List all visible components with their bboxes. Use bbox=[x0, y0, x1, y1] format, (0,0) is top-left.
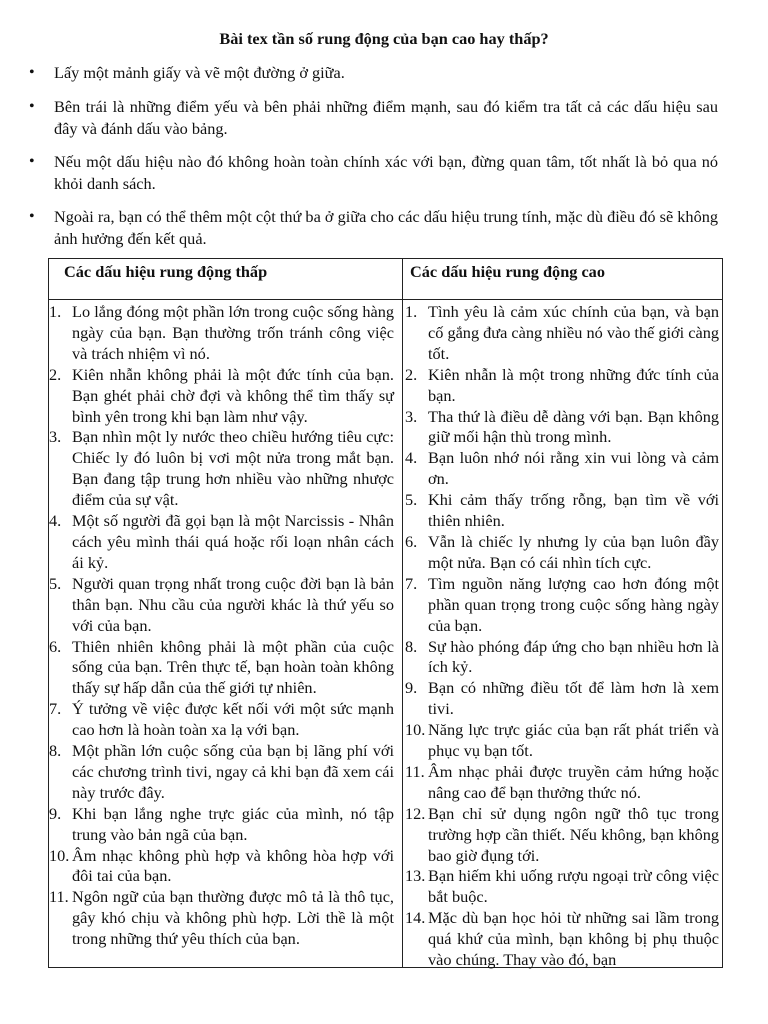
instruction-text: Ngoài ra, bạn có thể thêm một cột thứ ba ở giữa cho các dấu hiệu trung tính, mặc dù điều đó sẽ không ảnh hưởng đến kết quả. bbox=[54, 207, 718, 248]
item-number: 10. bbox=[49, 845, 70, 865]
item-text: Bạn chỉ sử dụng ngôn ngữ thô tục trong trường hợp cần thiết. Nếu không, bạn không bao giờ đụng tới. bbox=[428, 803, 719, 865]
high-vibration-header: Các dấu hiệu rung động cao bbox=[410, 262, 605, 281]
instruction-item bbox=[29, 151, 718, 195]
item-text: Mặc dù bạn học hỏi từ những sai lầm trong quá khứ của mình, bạn không bị phụ thuộc vào chúng. Thay vào đó, bạn bbox=[428, 908, 719, 970]
list-item bbox=[405, 908, 719, 971]
item-number: 11. bbox=[49, 887, 69, 907]
item-text: Khi cảm thấy trống rỗng, bạn tìm về với thiên nhiên. bbox=[428, 490, 719, 531]
item-number: 11. bbox=[405, 761, 425, 781]
item-text: Sự hào phóng đáp ứng cho bạn nhiều hơn là ích kỷ. bbox=[428, 636, 719, 677]
list-item bbox=[405, 302, 719, 365]
instruction-text: Nếu một dấu hiệu nào đó không hoàn toàn chính xác với bạn, đừng quan tâm, tốt nhất là bỏ qua nó khỏi danh sách. bbox=[54, 152, 718, 193]
list-item bbox=[49, 699, 394, 741]
list-item bbox=[405, 490, 719, 532]
item-number: 7. bbox=[405, 573, 418, 593]
list-item bbox=[49, 887, 394, 950]
list-item bbox=[405, 574, 719, 637]
item-text: Âm nhạc không phù hợp và không hòa hợp với đôi tai của bạn. bbox=[72, 845, 394, 886]
item-number: 8. bbox=[405, 636, 418, 656]
page-title: Bài tex tần số rung động của bạn cao hay thấp? bbox=[219, 29, 549, 48]
list-item bbox=[49, 804, 394, 846]
list-item bbox=[49, 741, 394, 804]
item-text: Ngôn ngữ của bạn thường được mô tả là thô tục, gây khó chịu và không phù hợp. Lời thề là một trong những thứ yêu thích của bạn. bbox=[72, 887, 394, 949]
list-item bbox=[49, 511, 394, 574]
item-text: Tình yêu là cảm xúc chính của bạn, và bạn cố gắng đưa càng nhiều nó vào thế giới càng tốt. bbox=[428, 302, 719, 363]
bullet-marker: • bbox=[29, 153, 35, 170]
item-text: Kiên nhẫn là một trong những đức tính của bạn. bbox=[428, 364, 719, 405]
item-text: Bạn nhìn một ly nước theo chiều hướng tiêu cực: Chiếc ly đó luôn bị vơi một nửa trong mắt bạn. Bạn đang tập trung hơn nhiều vào những nhược điểm của sự vật. bbox=[72, 427, 394, 510]
instruction-text: Bên trái là những điểm yếu và bên phải những điểm mạnh, sau đó kiểm tra tất cả các dấu hiệu sau đây và đánh dấu vào bảng. bbox=[54, 97, 718, 138]
item-number: 9. bbox=[49, 803, 62, 823]
item-number: 7. bbox=[49, 699, 62, 719]
item-number: 1. bbox=[405, 302, 418, 321]
item-number: 6. bbox=[405, 531, 418, 551]
item-number: 1. bbox=[49, 302, 62, 321]
item-text: Vẫn là chiếc ly nhưng ly của bạn luôn đầy một nửa. Bạn có cái nhìn tích cực. bbox=[428, 531, 719, 572]
instruction-text: Lấy một mảnh giấy và vẽ một đường ở giữa. bbox=[54, 63, 345, 82]
item-number: 3. bbox=[49, 427, 62, 447]
list-item bbox=[49, 302, 394, 365]
bullet-marker: • bbox=[29, 64, 35, 81]
list-item bbox=[405, 532, 719, 574]
item-number: 8. bbox=[49, 741, 62, 761]
low-vibration-header: Các dấu hiệu rung động thấp bbox=[64, 262, 268, 281]
item-number: 2. bbox=[49, 364, 62, 384]
item-number: 6. bbox=[49, 636, 62, 656]
list-item bbox=[49, 846, 394, 888]
item-number: 4. bbox=[49, 511, 62, 531]
list-item bbox=[405, 678, 719, 720]
item-number: 13. bbox=[405, 866, 426, 886]
item-text: Năng lực trực giác của bạn rất phát triển và phục vụ bạn tốt. bbox=[428, 720, 719, 761]
item-text: Bạn luôn nhớ nói rằng xin vui lòng và cảm ơn. bbox=[428, 448, 719, 489]
low-vibration-list bbox=[49, 302, 394, 950]
list-item bbox=[405, 637, 719, 679]
list-item bbox=[49, 365, 394, 428]
column-divider bbox=[402, 259, 403, 967]
list-item bbox=[405, 365, 719, 407]
instruction-item bbox=[29, 206, 718, 250]
item-number: 5. bbox=[49, 573, 62, 593]
list-item bbox=[49, 427, 394, 511]
bullet-marker: • bbox=[29, 208, 35, 225]
list-item bbox=[405, 804, 719, 867]
vibration-signs-table bbox=[48, 258, 723, 968]
item-text: Người quan trọng nhất trong cuộc đời bạn là bản thân bạn. Nhu cầu của người khác là thứ yếu so với của bạn. bbox=[72, 573, 394, 635]
instruction-item bbox=[29, 96, 718, 140]
item-number: 3. bbox=[405, 406, 418, 426]
item-text: Bạn hiếm khi uống rượu ngoại trừ công việc bắt buộc. bbox=[428, 866, 719, 907]
item-number: 12. bbox=[405, 803, 426, 823]
item-text: Bạn có những điều tốt để làm hơn là xem tivi. bbox=[428, 678, 719, 719]
header-divider bbox=[49, 299, 722, 300]
item-number: 14. bbox=[405, 908, 426, 928]
list-item bbox=[405, 448, 719, 490]
item-number: 4. bbox=[405, 448, 418, 468]
item-text: Kiên nhẫn không phải là một đức tính của bạn. Bạn ghét phải chờ đợi và không thể tìm thấy sự bình yên trong khi bạn làm như vậy. bbox=[72, 364, 394, 426]
list-item bbox=[49, 637, 394, 700]
list-item bbox=[405, 866, 719, 908]
item-number: 5. bbox=[405, 490, 418, 510]
item-number: 10. bbox=[405, 720, 426, 740]
item-text: Thiên nhiên không phải là một phần của cuộc sống của bạn. Trên thực tế, bạn hoàn toàn không thấy sự hấp dẫn của thế giới tự nhiên. bbox=[72, 636, 394, 698]
item-text: Một phần lớn cuộc sống của bạn bị lãng phí với các chương trình tivi, ngay cả khi bạn đã xem cái này trước đây. bbox=[72, 741, 394, 802]
list-item bbox=[405, 407, 719, 449]
item-text: Lo lắng đóng một phần lớn trong cuộc sống hàng ngày của bạn. Bạn thường trốn tránh công việc và trách nhiệm vì nó. bbox=[72, 302, 394, 363]
list-item bbox=[405, 762, 719, 804]
item-number: 9. bbox=[405, 678, 418, 698]
list-item bbox=[49, 574, 394, 637]
instruction-item bbox=[29, 62, 718, 84]
item-text: Âm nhạc phải được truyền cảm hứng hoặc nâng cao để bạn thưởng thức nó. bbox=[428, 761, 719, 802]
list-item bbox=[405, 720, 719, 762]
item-text: Khi bạn lắng nghe trực giác của mình, nó tập trung vào bản ngã của bạn. bbox=[72, 803, 394, 844]
item-text: Ý tưởng về việc được kết nối với một sức mạnh cao hơn là hoàn toàn xa lạ với bạn. bbox=[72, 699, 394, 740]
high-vibration-list bbox=[405, 302, 719, 971]
item-text: Tìm nguồn năng lượng cao hơn đóng một phần quan trọng trong cuộc sống hàng ngày của bạn. bbox=[428, 573, 719, 635]
item-text: Tha thứ là điều dễ dàng với bạn. Bạn không giữ mối hận thù trong mình. bbox=[428, 406, 719, 447]
bullet-marker: • bbox=[29, 98, 35, 115]
item-number: 2. bbox=[405, 364, 418, 384]
item-text: Một số người đã gọi bạn là một Narcissis - Nhân cách yêu mình thái quá hoặc rối loạn nhân cách ái kỷ. bbox=[72, 511, 394, 572]
